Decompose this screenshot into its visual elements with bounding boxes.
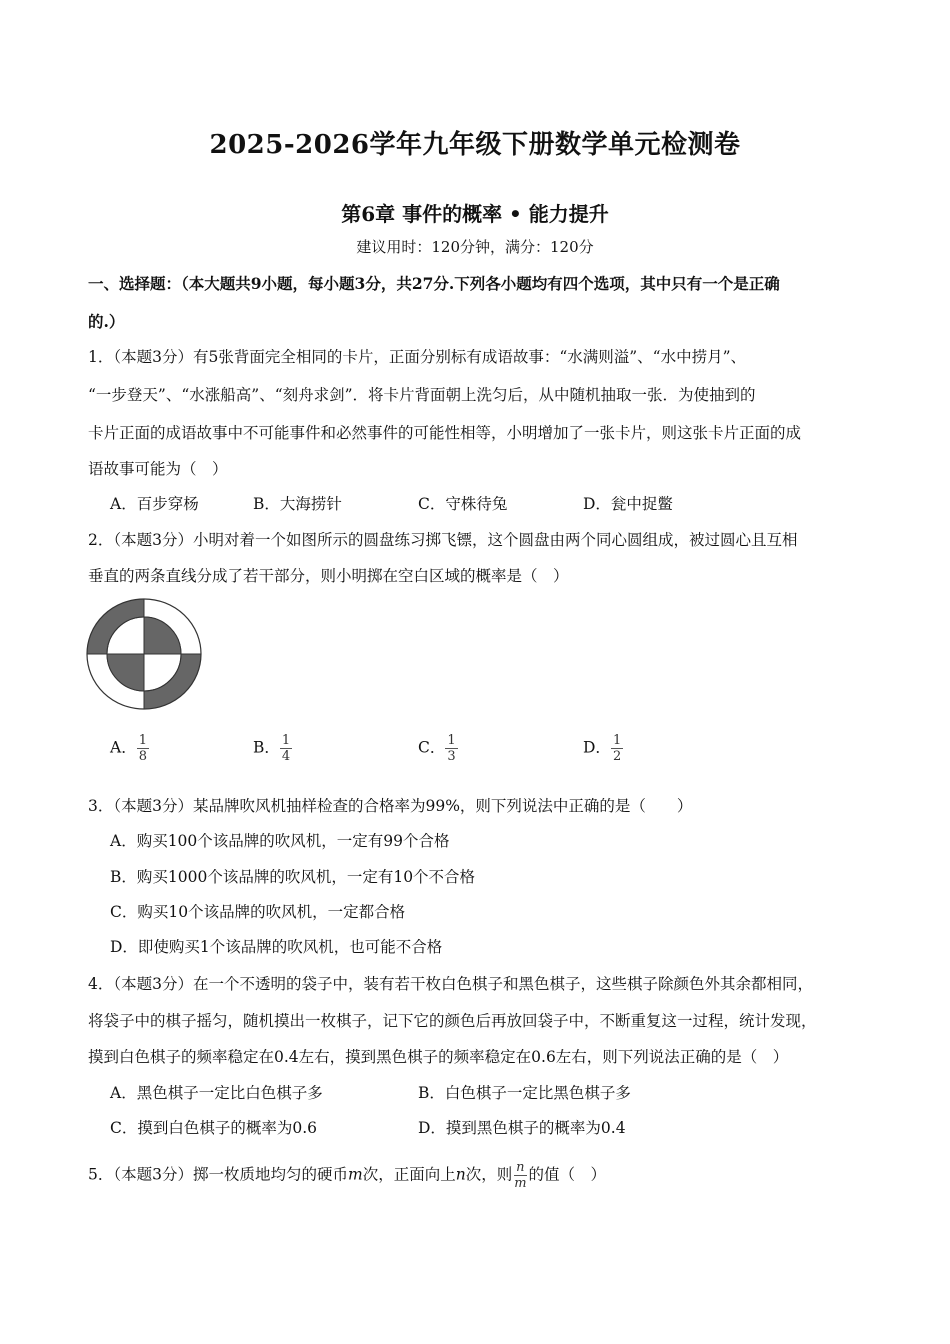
q2-line-2: 垂直的两条直线分成了若干部分，则小明掷在空白区域的概率是（ ）: [88, 567, 569, 585]
section-heading-cont: 的.）: [88, 312, 125, 331]
q2-line-1: 2．（本题3分）小明对着一个如图所示的圆盘练习掷飞镖，这个圆盘由两个同心圆组成，被过圆心且互相: [88, 531, 798, 549]
q5-line: [88, 1160, 868, 1191]
q4-option-a[interactable]: A．黑色棋子一定比白色棋子多: [110, 1084, 323, 1102]
q1-option-c[interactable]: C．守株待兔: [418, 495, 508, 513]
q5-var-n: n: [455, 1165, 466, 1184]
fraction-1-4: $\frac{1}{4}$: [281, 733, 291, 764]
q5-mid2: 次，则: [465, 1165, 513, 1184]
time-info: 建议用时：120分钟，满分：120分: [356, 238, 594, 256]
q4-line-3: 摸到白色棋子的频率稳定在0.4左右，摸到黑色棋子的频率稳定在0.6左右，则下列说法正确的是（ ）: [88, 1048, 789, 1066]
q4-line-2: 将袋子中的棋子摇匀，随机摸出一枚棋子，记下它的颜色后再放回袋子中，不断重复这一过程，统计发现，: [88, 1012, 817, 1030]
q4-option-d[interactable]: D．摸到黑色棋子的概率为0.4: [418, 1119, 626, 1137]
q3-option-a[interactable]: A．购买100个该品牌的吹风机，一定有99个合格: [110, 832, 450, 850]
q1-line-4: 语故事可能为（ ）: [88, 460, 228, 478]
q4-option-c[interactable]: C．摸到白色棋子的概率为0.6: [110, 1119, 318, 1137]
section-heading: 一、选择题：（本大题共9小题，每小题3分，共27分.下列各小题均有四个选项，其中只有一个是正确: [88, 274, 780, 293]
page-title: 2025-2026学年九年级下册数学单元检测卷: [209, 130, 741, 160]
q2-option-b-label: B．: [253, 738, 280, 757]
fraction-1-8: $\frac{1}{8}$: [138, 733, 147, 764]
q2-option-d-label: D．: [583, 738, 611, 757]
q2-option-c[interactable]: [418, 733, 458, 764]
inner-bottom-left: [107, 654, 144, 691]
q3-line: 3．（本题3分）某品牌吹风机抽样检查的合格率为99%，则下列说法中正确的是（ ）: [88, 797, 693, 815]
q1-option-a[interactable]: A．百步穿杨: [110, 495, 199, 513]
q2-option-c-label: C．: [418, 738, 446, 757]
q2-option-a-label: A．: [110, 738, 137, 757]
fraction-1-2: $\frac{1}{2}$: [612, 733, 622, 764]
chapter-subtitle: 第6章 事件的概率 • 能力提升: [341, 202, 609, 226]
q1-option-b[interactable]: B．大海捞针: [253, 495, 342, 513]
q3-option-c[interactable]: C．购买10个该品牌的吹风机，一定都合格: [110, 903, 406, 921]
q2-option-d[interactable]: [583, 733, 623, 764]
fraction-n-over-m: $\frac{n}{m}$: [514, 1160, 527, 1191]
q3-option-d[interactable]: D．即使购买1个该品牌的吹风机，也可能不合格: [110, 938, 443, 956]
q1-line-2: “一步登天”、“水涨船高”、“刻舟求剑”．将卡片背面朝上洗匀后，从中随机抽取一张．为使抽到的: [88, 386, 756, 404]
q4-option-b[interactable]: B．白色棋子一定比黑色棋子多: [418, 1084, 631, 1102]
inner-top-right: [144, 617, 181, 654]
q3-option-b[interactable]: B．购买1000个该品牌的吹风机，一定有10个不合格: [110, 868, 476, 886]
fraction-1-3: $\frac{1}{3}$: [447, 733, 456, 764]
q4-line-1: 4．（本题3分）在一个不透明的袋子中，装有若干枚白色棋子和黑色棋子，这些棋子除颜色外其余都相同，: [88, 975, 813, 993]
q2-option-b[interactable]: [253, 733, 292, 764]
q5-mid1: 次，正面向上: [362, 1165, 456, 1184]
q2-option-a[interactable]: [110, 733, 149, 764]
q5-prefix: 5．（本题3分）掷一枚质地均匀的硬币: [88, 1165, 348, 1184]
q1-option-d[interactable]: D．瓮中捉鳖: [583, 495, 673, 513]
q5-suffix: 的值（ ）: [528, 1165, 607, 1184]
q1-line-3: 卡片正面的成语故事中不可能事件和必然事件的可能性相等，小明增加了一张卡片，则这张卡片正面的成: [88, 424, 802, 442]
dartboard-figure: [85, 597, 203, 711]
q1-line-1: 1．（本题3分）有5张背面完全相同的卡片，正面分别标有成语故事：“水满则溢”、“水中捞月”、: [88, 348, 747, 366]
q5-var-m: m: [347, 1165, 363, 1184]
